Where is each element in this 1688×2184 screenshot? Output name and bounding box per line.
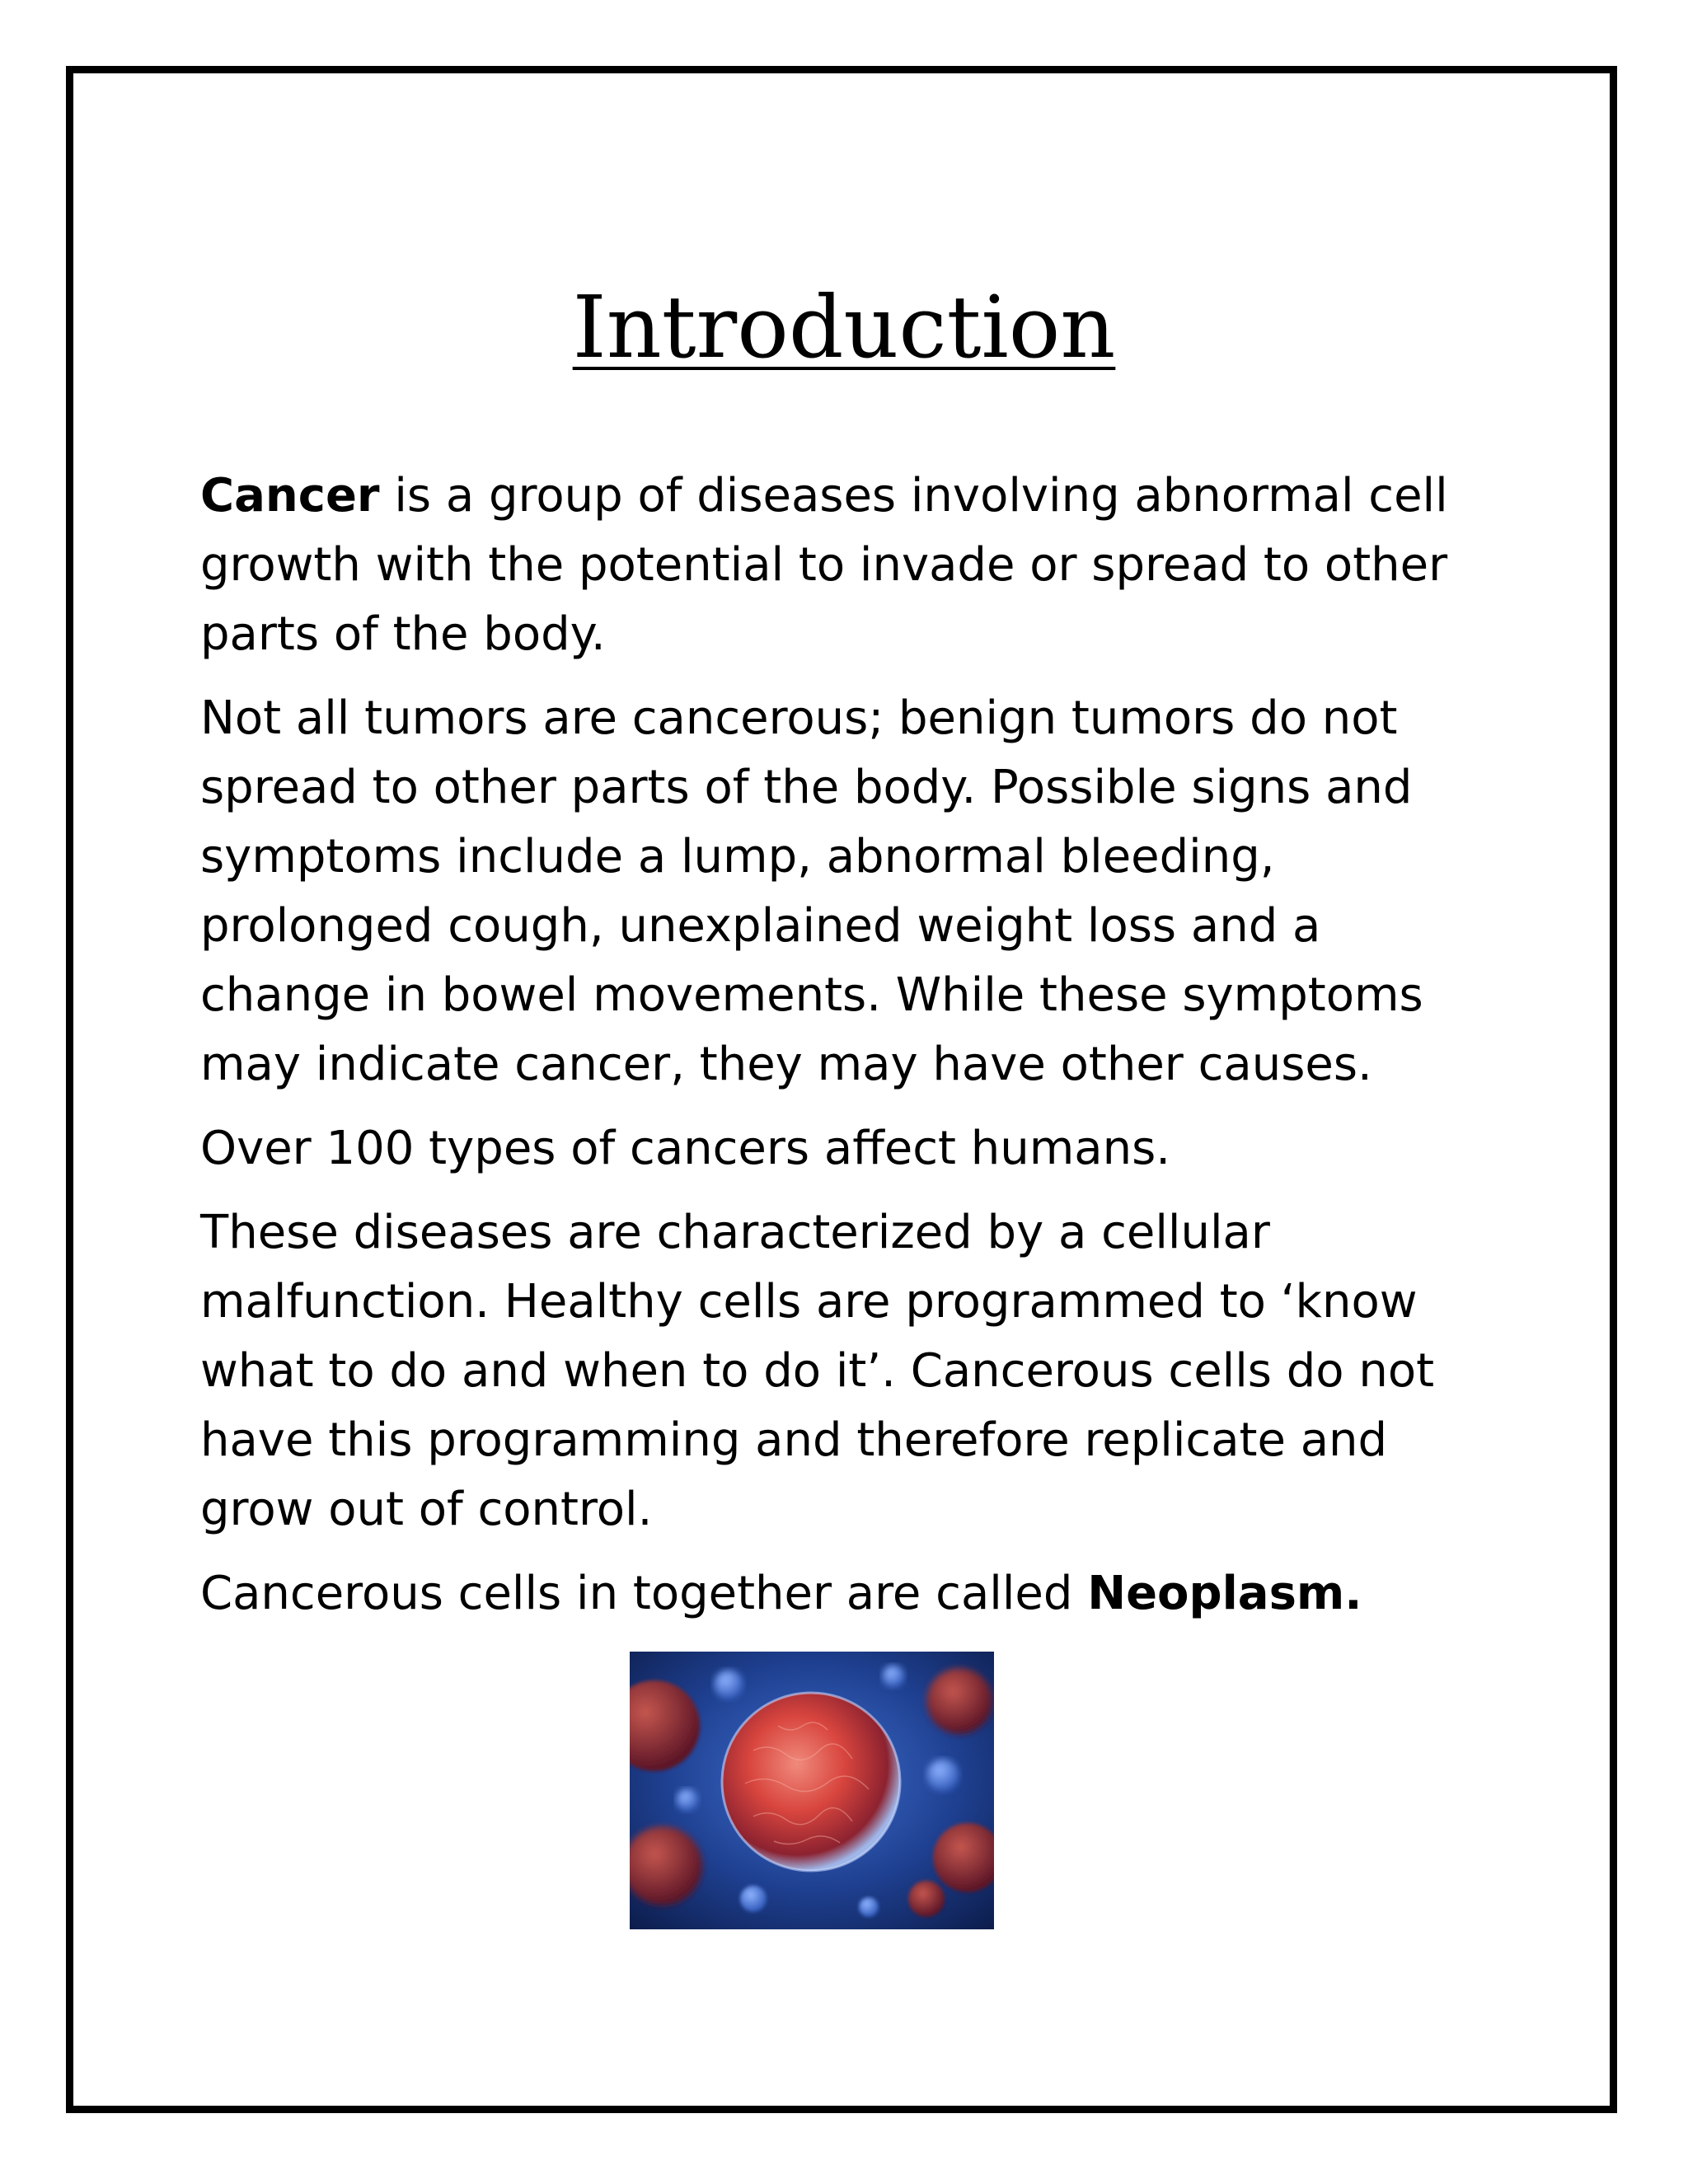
paragraph-types bbox=[200, 1114, 1486, 1183]
cancer-cell-image bbox=[630, 1652, 994, 1929]
term-cancer: Cancer bbox=[200, 469, 380, 523]
cancer-cell-illustration-icon bbox=[630, 1652, 994, 1929]
paragraph-text: Over 100 types of cancers affect humans. bbox=[200, 1122, 1171, 1175]
paragraph-tumors bbox=[200, 684, 1486, 1099]
paragraph-text: These diseases are characterized by a cellular malfunction. Healthy cells are programmed to ‘know what to do and when to do it’. Cancerous cells do not have this programming and therefore replicate and grow out of control. bbox=[200, 1206, 1435, 1536]
paragraph-text: is a group of diseases involving abnormal cell growth with the potential to invade or spread to other parts of the body. bbox=[200, 469, 1448, 661]
term-neoplasm: Neoplasm. bbox=[1087, 1567, 1362, 1620]
page-title bbox=[0, 277, 1688, 377]
title-text: Introduction bbox=[572, 277, 1116, 377]
paragraph-text: Cancerous cells in together are called bbox=[200, 1567, 1088, 1620]
paragraph-malfunction bbox=[200, 1198, 1486, 1544]
paragraph-cancer-definition bbox=[200, 462, 1486, 669]
paragraph-neoplasm bbox=[200, 1559, 1486, 1629]
body-text bbox=[200, 462, 1486, 1643]
paragraph-text: Not all tumors are cancerous; benign tumors do not spread to other parts of the body. Possible signs and symptoms include a lump, abnormal bleeding, prolonged cough, unexplained weight loss and a change in bowel movements. While these symptoms may indicate cancer, they may have other causes. bbox=[200, 691, 1423, 1091]
